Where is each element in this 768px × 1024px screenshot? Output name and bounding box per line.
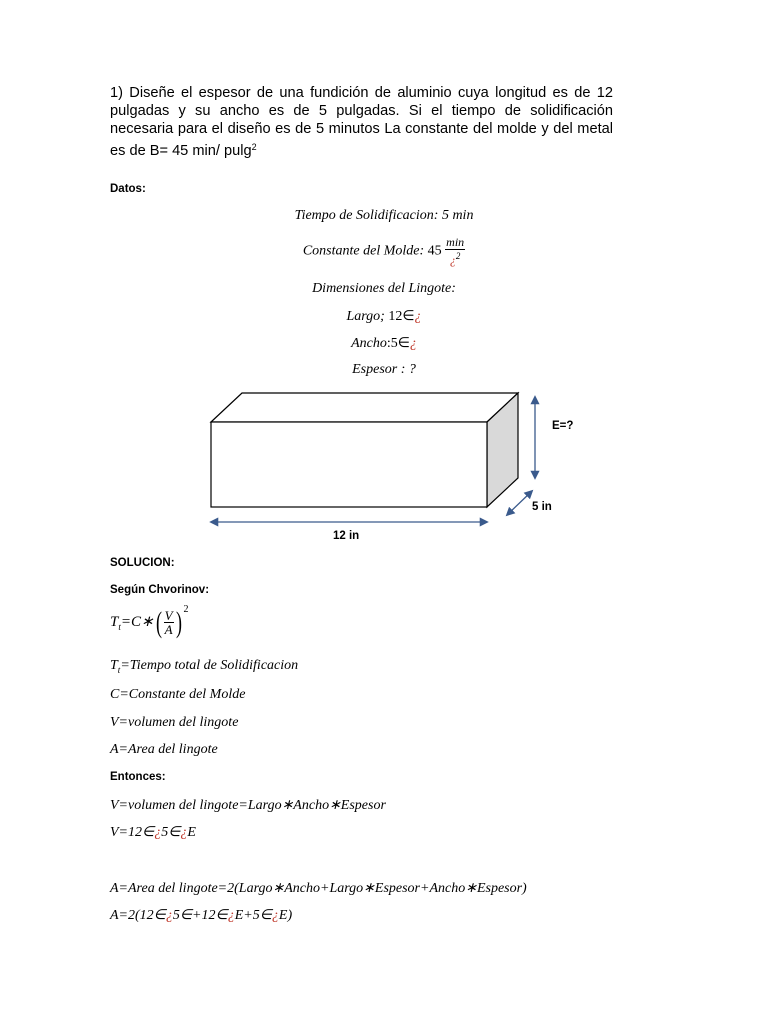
a-calc-q3: ¿ [271, 908, 279, 923]
constante-label: Constante del Molde: [302, 243, 425, 259]
ancho-value: :5∈ [386, 336, 410, 351]
eq-paren-open: ( [155, 605, 162, 639]
a-calc-a: A=2(12∈ [110, 908, 166, 923]
def-area: A=Area del lingote [110, 742, 218, 757]
def1-lhs: T [110, 658, 118, 673]
problem-number: 1 [110, 85, 119, 101]
largo-label: Largo [346, 309, 381, 324]
a-calc-d: E) [278, 908, 293, 923]
area-calc [110, 907, 292, 924]
tiempo-value: 5 min [441, 208, 474, 223]
constante-value: 45 [427, 243, 442, 259]
largo-value: 12∈ [388, 309, 415, 324]
constante-num: min [446, 235, 465, 249]
def-constante: C=Constante del Molde [110, 687, 246, 702]
def-tiempo [110, 658, 298, 675]
a-calc-c: E+5∈ [234, 908, 272, 923]
constante-den-exp: 2 [455, 251, 461, 261]
ancho-label: Ancho [351, 336, 387, 351]
eq-mid: =C∗ [120, 614, 154, 630]
problem-exponent: 2 [251, 142, 257, 152]
eq-num: V [164, 608, 173, 624]
v-calc-q1: ¿ [154, 825, 162, 840]
problem-text: ) Diseñe el espesor de una fundición de aluminio cuya longitud es de 12 pulgadas y su ancho es de 5 pulgadas. Si el tiempo de solidificación necesaria para el diseño es de 5 minutos La constante del molde y del metal es de B= 45 min/ pulg [110, 85, 613, 159]
volume-calc [110, 824, 196, 841]
def1-rhs: =Tiempo total de Solidificacion [120, 658, 299, 673]
a-calc-b: 5∈+12∈ [172, 908, 228, 923]
v-calc-b: 5∈ [161, 825, 181, 840]
solucion-heading: SOLUCION: [110, 557, 175, 569]
constante-den: ¿ [449, 253, 456, 267]
eq-den: A [164, 622, 173, 638]
v-calc-q2: ¿ [180, 825, 188, 840]
v-calc-c: E [187, 825, 196, 840]
def1-sub: t [117, 664, 121, 675]
box-front-face [211, 422, 487, 507]
entonces-heading: Entonces: [110, 771, 166, 783]
largo-q: ¿ [414, 309, 422, 324]
eq-paren-close: ) [175, 605, 182, 639]
ancho-q: ¿ [409, 336, 417, 351]
length-label: 12 in [333, 530, 360, 542]
datos-heading: Datos: [110, 183, 146, 195]
depth-arrow [507, 491, 532, 515]
tiempo-label: Tiempo de Solidificacion: [294, 208, 439, 223]
eq-lhs: T [110, 614, 119, 630]
datos-dimensiones: Dimensiones del Lingote: [312, 281, 456, 296]
eq-sub: t [118, 622, 121, 632]
v-calc-a: V=12∈ [110, 825, 155, 840]
box-top-face [211, 393, 518, 422]
chvorinov-equation [110, 604, 189, 640]
area-formula: A=Area del lingote=2(Largo∗Ancho+Largo∗Espesor+Ancho∗Espesor) [110, 881, 527, 896]
depth-label: 5 in [532, 501, 552, 513]
a-calc-q1: ¿ [165, 908, 173, 923]
datos-espesor: Espesor : ? [352, 362, 416, 377]
largo-sep: ; [380, 309, 389, 324]
a-calc-q2: ¿ [227, 908, 235, 923]
height-label: E=? [552, 420, 574, 432]
def-volumen: V=volumen del lingote [110, 715, 239, 730]
volume-formula: V=volumen del lingote=Largo∗Ancho∗Espesor [110, 798, 386, 813]
eq-exp: 2 [183, 604, 189, 615]
chvorinov-heading: Según Chvorinov: [110, 584, 210, 596]
eq-fraction [164, 609, 174, 636]
